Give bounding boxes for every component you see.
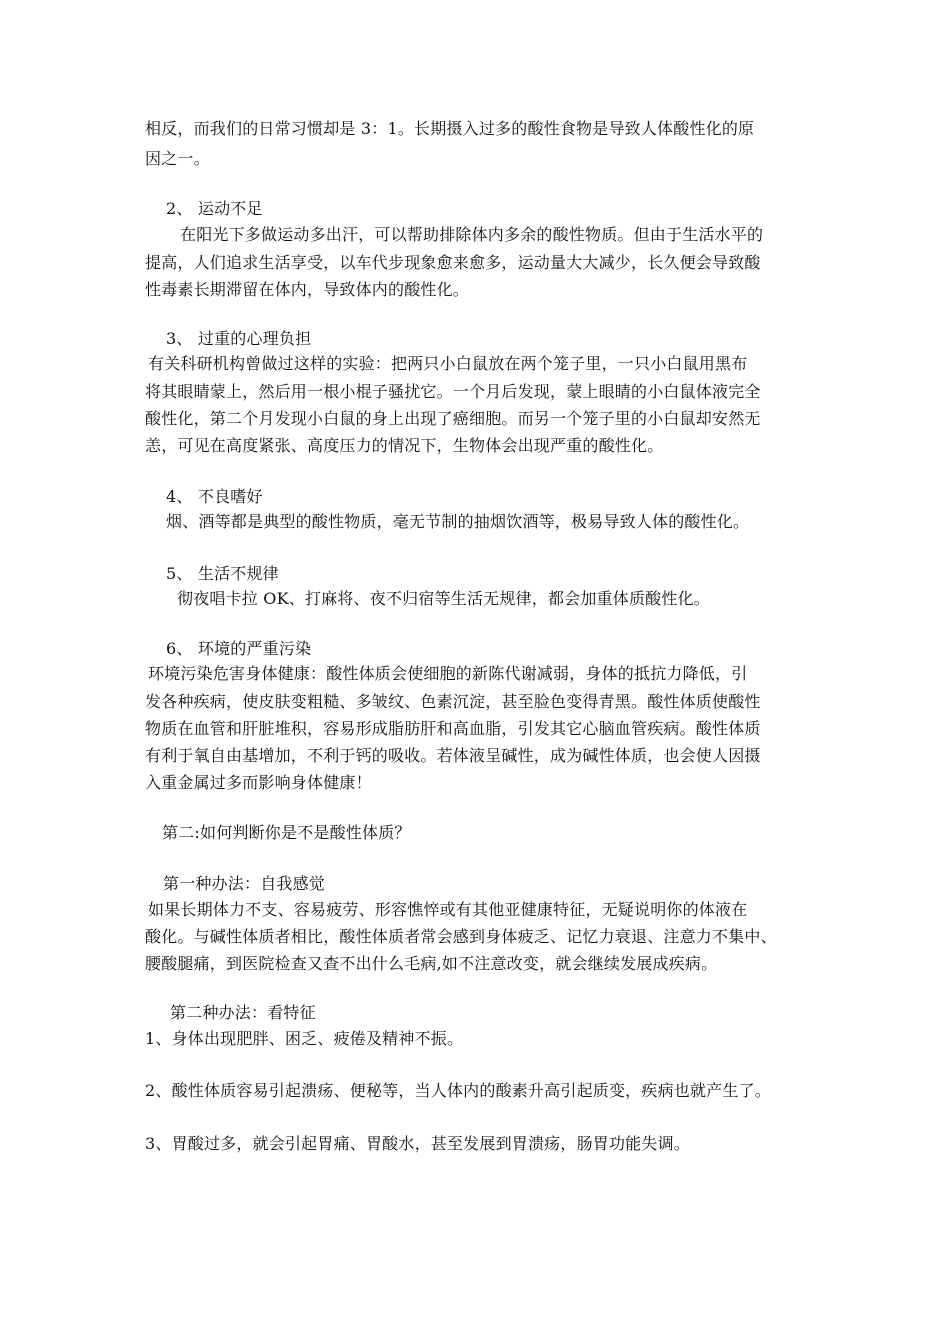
section-heading: 5、 生活不规律 [166, 564, 279, 583]
paragraph-line: 酸化。与碱性体质者相比，酸性体质者常会感到身体疲乏、记忆力衰退、注意力不集中、 [145, 927, 777, 946]
paragraph-line: 因之一。 [145, 149, 210, 168]
paragraph-line: 有利于氧自由基增加，不利于钙的吸收。若体液呈碱性，成为碱性体质，也会使人因摄 [145, 746, 761, 765]
section-heading: 4、 不良嗜好 [166, 487, 263, 506]
paragraph-line: 在阳光下多做运动多出汗，可以帮助排除体内多余的酸性物质。但由于生活水平的 [180, 225, 764, 244]
paragraph-line: 将其眼睛蒙上，然后用一根小棍子骚扰它。一个月后发现，蒙上眼睛的小白鼠体液完全 [145, 382, 761, 401]
paragraph-line: 环境污染危害身体健康：酸性体质会使细胞的新陈代谢减弱，身体的抵抗力降低，引 [148, 664, 748, 683]
paragraph-line: 性毒素长期滞留在体内，导致体内的酸性化。 [145, 280, 470, 299]
paragraph-line: 物质在血管和肝脏堆积，容易形成脂肪肝和高血脂，引发其它心脑血管疾病。酸性体质 [145, 719, 761, 738]
paragraph-line: 提高，人们追求生活享受，以车代步现象愈来愈多，运动量大大减少，长久便会导致酸 [145, 253, 761, 272]
list-item: 1、身体出现肥胖、困乏、疲倦及精神不振。 [145, 1029, 464, 1048]
paragraph-line: 发各种疾病，使皮肤变粗糙、多皱纹、色素沉淀，甚至脸色变得青黑。酸性体质使酸性 [145, 692, 761, 711]
subsection-heading: 第二种办法：看特征 [170, 1003, 316, 1022]
paragraph-line: 恙，可见在高度紧张、高度压力的情况下，生物体会出现严重的酸性化。 [145, 436, 664, 455]
paragraph-line: 入重金属过多而影响身体健康！ [145, 773, 372, 792]
list-item: 2、酸性体质容易引起溃疡、便秘等，当人体内的酸素升高引起质变，疾病也就产生了。 [145, 1081, 771, 1100]
section-heading: 6、 环境的严重污染 [166, 639, 312, 658]
subsection-heading: 第一种办法：自我感觉 [163, 874, 326, 893]
paragraph-line: 彻夜唱卡拉 OK、打麻将、夜不归宿等生活无规律，都会加重体质酸性化。 [177, 589, 710, 608]
paragraph-line: 如果长期体力不支、容易疲劳、形容憔悴或有其他亚健康特征，无疑说明你的体液在 [148, 900, 748, 919]
paragraph-line: 相反，而我们的日常习惯却是 3：1。长期摄入过多的酸性食物是导致人体酸性化的原 [145, 119, 755, 138]
paragraph-line: 腰酸腿痛，到医院检查又查不出什么毛病,如不注意改变，就会继续发展成疾病。 [145, 954, 718, 973]
section-heading: 2、 运动不足 [166, 199, 263, 218]
paragraph-line: 酸性化，第二个月发现小白鼠的身上出现了癌细胞。而另一个笼子里的小白鼠却安然无 [145, 409, 761, 428]
section-heading: 第二:如何判断你是不是酸性体质？ [162, 823, 411, 842]
paragraph-line: 有关科研机构曾做过这样的实验：把两只小白鼠放在两个笼子里，一只小白鼠用黑布 [148, 354, 748, 373]
section-heading: 3、 过重的心理负担 [166, 329, 312, 348]
paragraph-line: 烟、酒等都是典型的酸性物质，毫无节制的抽烟饮酒等，极易导致人体的酸性化。 [166, 512, 750, 531]
list-item: 3、胃酸过多，就会引起胃痛、胃酸水，甚至发展到胃溃疡，肠胃功能失调。 [145, 1134, 690, 1153]
